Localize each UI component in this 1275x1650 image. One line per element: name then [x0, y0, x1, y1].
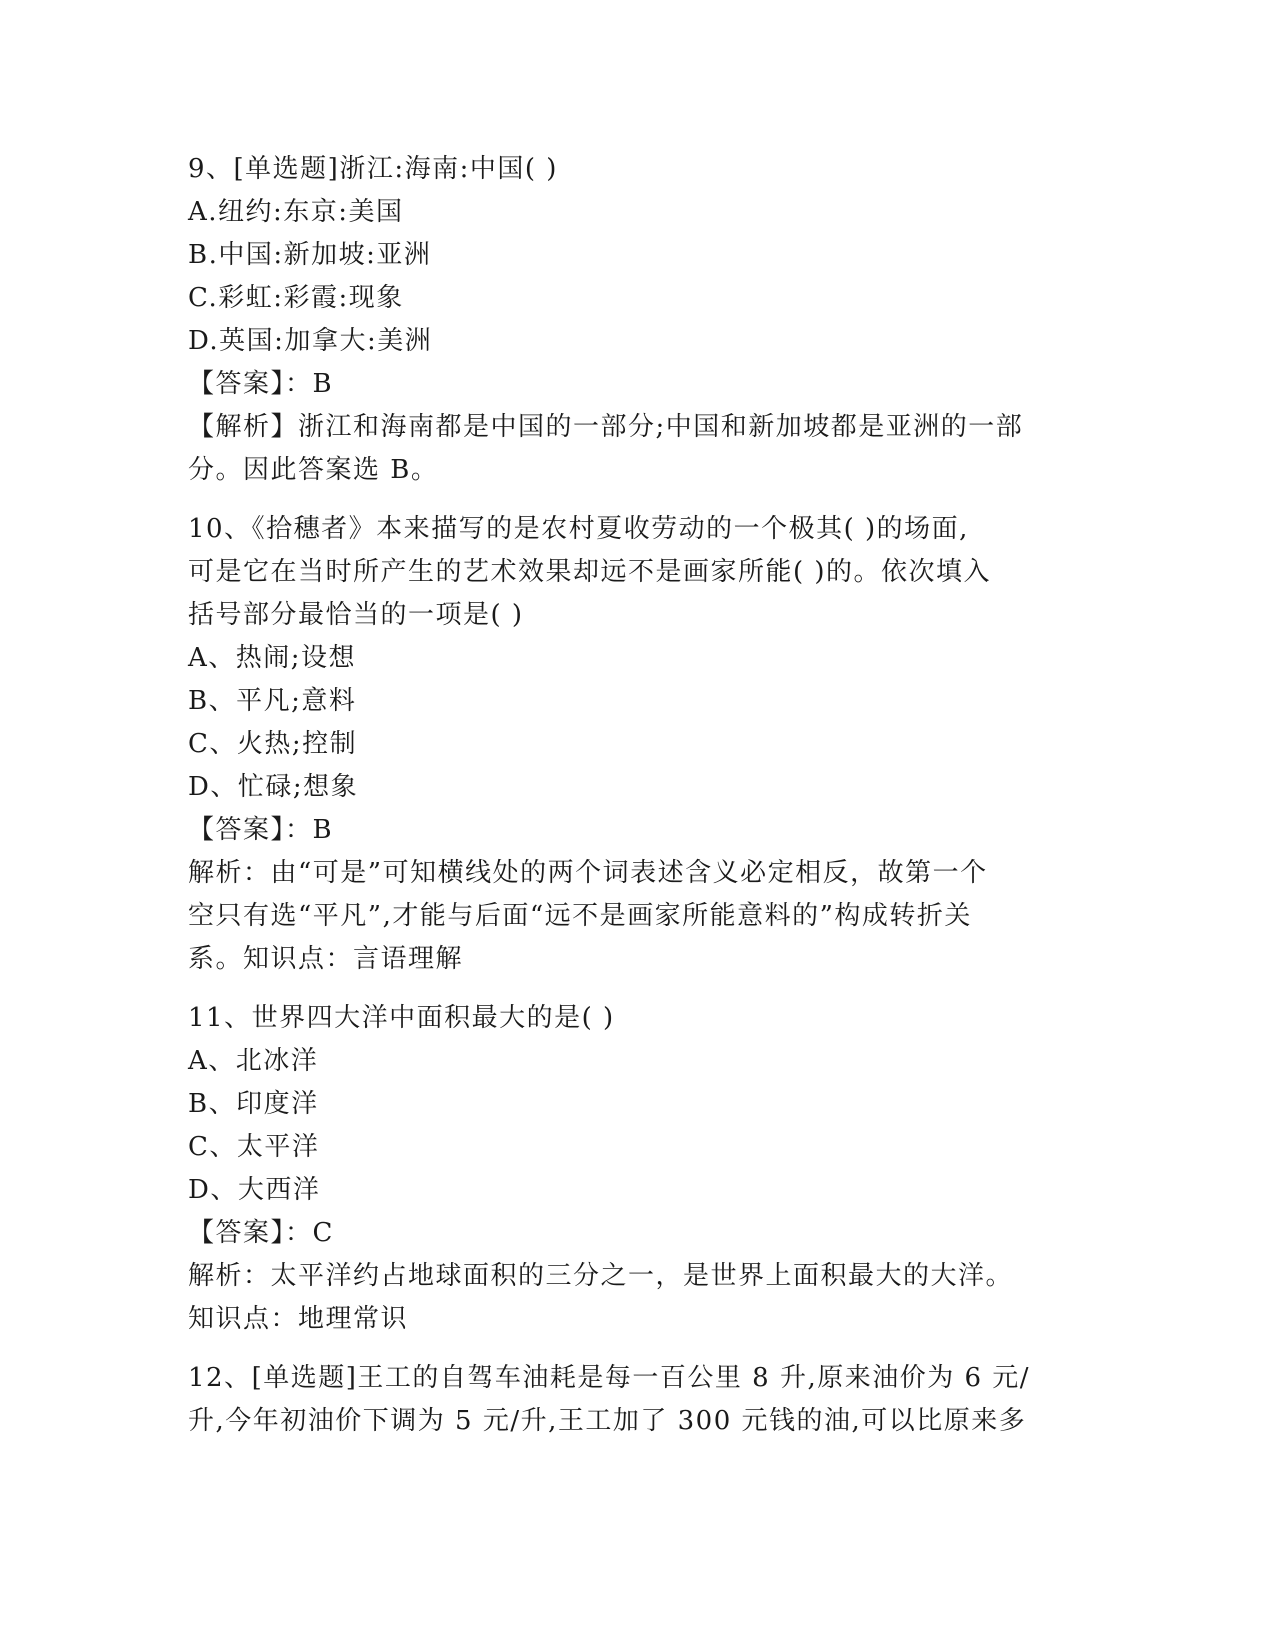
- answer: 【答案】：B: [188, 369, 334, 399]
- option-d: D、大西洋: [188, 1175, 321, 1205]
- spacer: [188, 492, 1088, 508]
- option-b: B、平凡;意料: [188, 686, 357, 716]
- option-b: B.中国:新加坡:亚洲: [188, 240, 432, 270]
- option-c: C、火热;控制: [188, 729, 358, 759]
- question-11: [188, 997, 1088, 1341]
- explanation-line: 解析：由“可是”可知横线处的两个词表述含义必定相反，故第一个: [188, 858, 988, 888]
- answer: 【答案】：C: [188, 1218, 334, 1248]
- question-10: [188, 508, 1088, 981]
- explanation-line: 知识点：地理常识: [188, 1304, 409, 1334]
- option-c: C.彩虹:彩霞:现象: [188, 283, 404, 313]
- explanation-line: 分。因此答案选 B。: [188, 455, 439, 485]
- spacer: [188, 981, 1088, 997]
- question-9: [188, 148, 1088, 492]
- question-11-stem: 11、世界四大洋中面积最大的是( ): [188, 1003, 615, 1033]
- option-c: C、太平洋: [188, 1132, 320, 1162]
- question-12: [188, 1357, 1088, 1443]
- question-12-stem: 12、[单选题]王工的自驾车油耗是每一百公里 8 升,原来油价为 6 元/: [188, 1363, 1031, 1393]
- spacer: [188, 1341, 1088, 1357]
- option-a: A、北冰洋: [188, 1046, 319, 1076]
- explanation-line: 系。知识点：言语理解: [188, 944, 464, 974]
- option-d: D.英国:加拿大:美洲: [188, 326, 433, 356]
- option-a: A.纽约:东京:美国: [188, 197, 404, 227]
- explanation-line: 空只有选“平凡”,才能与后面“远不是画家所能意料的”构成转折关: [188, 901, 972, 931]
- document-page: [188, 148, 1088, 1443]
- question-9-stem: 9、[单选题]浙江:海南:中国( ): [188, 154, 558, 184]
- question-10-stem: 10、《拾穗者》本来描写的是农村夏收劳动的一个极其( )的场面,: [188, 514, 969, 544]
- option-b: B、印度洋: [188, 1089, 319, 1119]
- question-10-stem: 可是它在当时所产生的艺术效果却远不是画家所能( )的。依次填入: [188, 557, 992, 587]
- explanation-line: 解析：太平洋约占地球面积的三分之一，是世界上面积最大的大洋。: [188, 1261, 1014, 1291]
- option-a: A、热闹;设想: [188, 643, 357, 673]
- option-d: D、忙碌;想象: [188, 772, 359, 802]
- question-10-stem: 括号部分最恰当的一项是( ): [188, 600, 524, 630]
- answer: 【答案】：B: [188, 815, 334, 845]
- explanation-line: 【解析】浙江和海南都是中国的一部分;中国和新加坡都是亚洲的一部: [188, 412, 1024, 442]
- question-12-stem: 升,今年初油价下调为 5 元/升,王工加了 300 元钱的油,可以比原来多: [188, 1406, 1027, 1436]
